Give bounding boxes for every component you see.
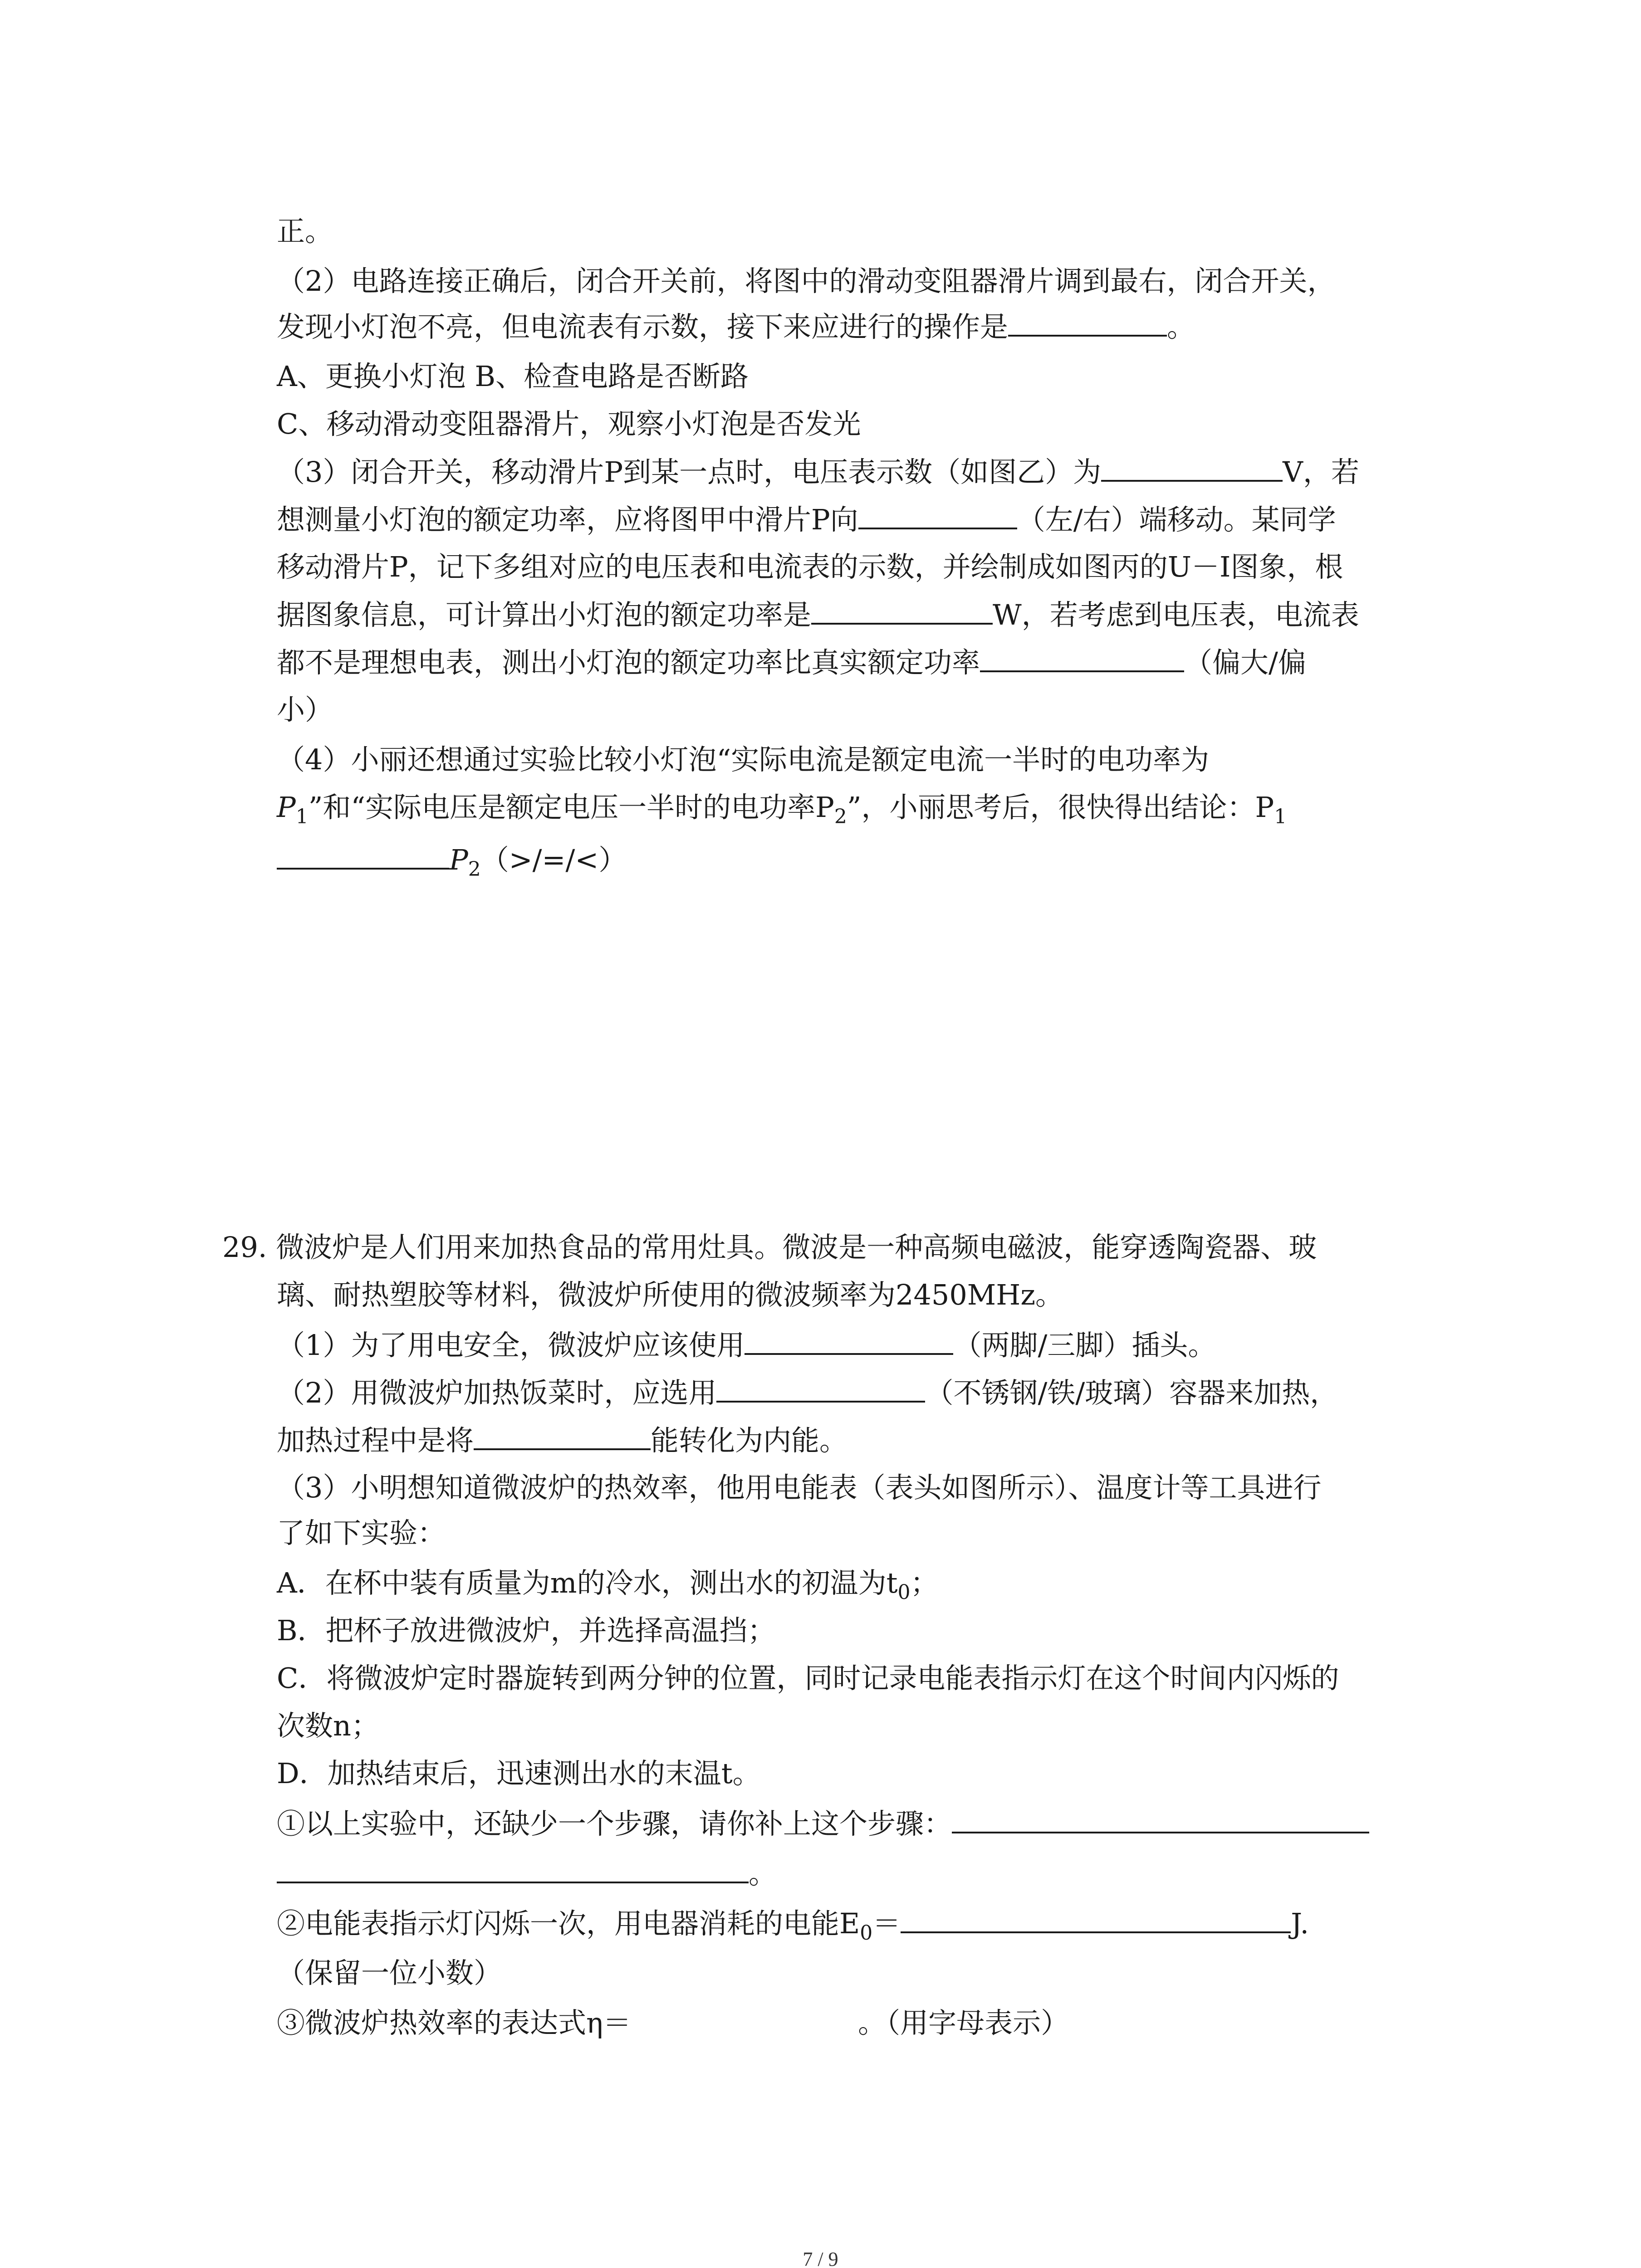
q29-line-09: B．把杯子放进微波炉，并选择高温挡； bbox=[277, 1614, 776, 1647]
q29-line-05: 加热过程中是将 能转化为内能。 bbox=[277, 1422, 847, 1459]
answer-blank[interactable] bbox=[277, 841, 449, 870]
answer-blank[interactable] bbox=[952, 1805, 1369, 1833]
q28-line-08: 移动滑片P，记下多组对应的电压表和电流表的示数，并绘制成如图丙的U－I图象，根 bbox=[277, 550, 1343, 583]
q29-line-02: 璃、耐热塑胶等材料，微波炉所使用的微波频率为2450MHz。 bbox=[277, 1278, 1064, 1311]
q28-line-05: C、移动滑动变阻器滑片，观察小灯泡是否发光 bbox=[277, 407, 861, 440]
answer-blank[interactable] bbox=[811, 596, 993, 625]
q28-line-13: $P_1$”和“实际电压是额定电压一半时的电功率$P_2$”，小丽思考后，很快得出结论：$P_1$ bbox=[277, 791, 1287, 828]
q29-line-16: （保留一位小数） bbox=[277, 1956, 502, 1989]
q28-line-03: 发现小灯泡不亮，但电流表有示数，接下来应进行的操作是 。 bbox=[277, 308, 1195, 345]
q29-line-13: ①以上实验中，还缺少一个步骤，请你补上这个步骤： bbox=[277, 1805, 1369, 1842]
q29-line-17: ③微波炉热效率的表达式η＝ 。（用字母表示） bbox=[277, 2006, 1069, 2039]
q28-line-06: （3）闭合开关，移动滑片P到某一点时，电压表示数（如图乙）为 V，若 bbox=[277, 454, 1359, 490]
q28-line-02: （2）电路连接正确后，闭合开关前，将图中的滑动变阻器滑片调到最右，闭合开关， bbox=[277, 264, 1336, 298]
q29-line-04: （2）用微波炉加热饭菜时，应选用 （不锈钢/铁/玻璃）容器来加热， bbox=[277, 1374, 1338, 1411]
q29-line-03: （1）为了用电安全，微波炉应该使用 （两脚/三脚）插头。 bbox=[277, 1327, 1216, 1364]
answer-blank[interactable] bbox=[901, 1905, 1291, 1933]
answer-blank[interactable] bbox=[745, 1327, 953, 1355]
q28-line-01: 正。 bbox=[277, 215, 333, 248]
q29-line-12: D．加热结束后，迅速测出水的末温t。 bbox=[277, 1757, 761, 1790]
answer-blank[interactable] bbox=[716, 1374, 925, 1403]
q28-line-07: 想测量小灯泡的额定功率，应将图甲中滑片P向 （左/右）端移动。某同学 bbox=[277, 501, 1336, 538]
answer-blank[interactable] bbox=[1101, 454, 1283, 482]
answer-blank[interactable] bbox=[474, 1422, 651, 1450]
q28-line-10: 都不是理想电表，测出小灯泡的额定功率比真实额定功率 （偏大/偏 bbox=[277, 644, 1306, 681]
q29-line-11: 次数n； bbox=[277, 1709, 379, 1742]
q29-line-01: 29. 微波炉是人们用来加热食品的常用灶具。微波是一种高频电磁波，能穿透陶瓷器、玻 bbox=[222, 1231, 1317, 1264]
q29-line-07: 了如下实验： bbox=[277, 1516, 446, 1549]
answer-blank[interactable] bbox=[858, 501, 1017, 529]
answer-blank[interactable] bbox=[1008, 308, 1167, 337]
q28-line-12: （4）小丽还想通过实验比较小灯泡“实际电流是额定电流一半时的电功率为 bbox=[277, 743, 1210, 776]
q29-line-14: 。 bbox=[277, 1855, 777, 1892]
answer-blank[interactable] bbox=[980, 644, 1184, 672]
q29-line-10: C．将微波炉定时器旋转到两分钟的位置，同时记录电能表指示灯在这个时间内闪烁的 bbox=[277, 1662, 1339, 1695]
q28-line-11: 小） bbox=[277, 693, 333, 726]
q29-line-08: A．在杯中装有质量为m的冷水，测出水的初温为$t_0$； bbox=[277, 1566, 939, 1604]
q28-line-09: 据图象信息，可计算出小灯泡的额定功率是 W，若考虑到电压表，电流表 bbox=[277, 596, 1359, 633]
q29-line-06: （3）小明想知道微波炉的热效率，他用电能表（表头如图所示）、温度计等工具进行 bbox=[277, 1471, 1322, 1504]
q28-line-04: A、更换小灯泡 B、检查电路是否断路 bbox=[277, 360, 749, 393]
page-number: 7 / 9 bbox=[803, 2248, 838, 2268]
q28-line-14: $P_2(>/=/<)$ bbox=[277, 841, 627, 888]
answer-blank[interactable] bbox=[277, 1855, 749, 1883]
q29-line-15: ②电能表指示灯闪烁一次，用电器消耗的电能$E_0= J$. bbox=[277, 1905, 1309, 1951]
